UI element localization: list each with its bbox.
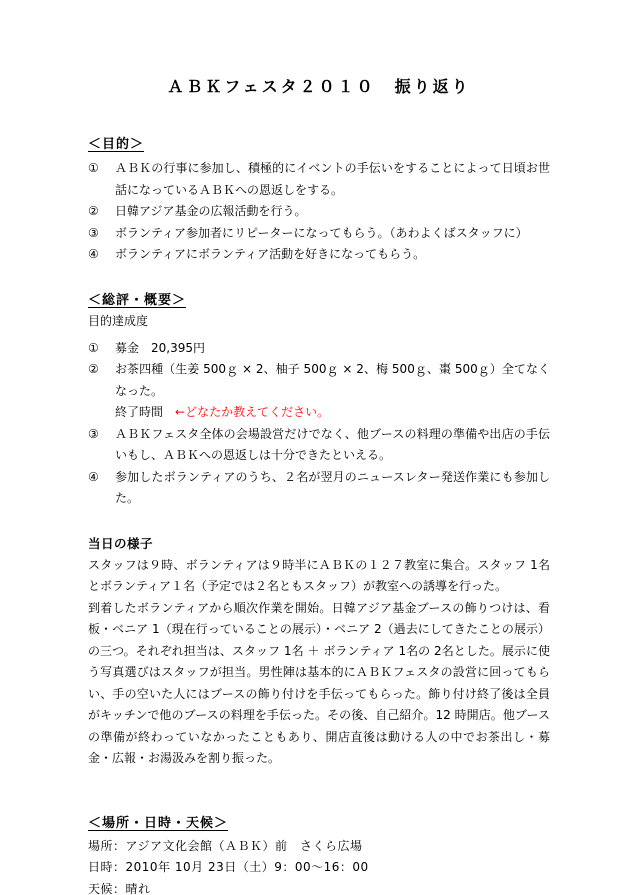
item-text: ＡＢＫフェスタ全体の会場設営だけでなく、他ブースの料理の準備や出店の手伝いもし、ＡＢＫへの恩返しは十分できたといえる。 — [115, 426, 550, 462]
item-marker: ③ — [88, 426, 99, 441]
item-text: ボランティア参加者にリピーターになってもらう。（あわよくばスタッフに） — [115, 225, 528, 240]
purpose-item-1 — [88, 158, 550, 201]
day-report-paragraph-2: 到着したボランティアから順次作業を開始。日韓アジア基金ブースの飾りつけは、看板・ベニア 1（現在行っていることの展示）・ベニア 2（過去にしてきたことの展示）の三つ。それぞれ担当は、スタッフ 1名 ＋ ボランティア 1名の 2名とした。展示に使う写真選びはスタッフが担当。男性陣は基本的にＡＢＫフェスタの設営に回ってもらい、手の空いた人にはブースの飾り付けを手伝ってもらった。飾り付け終了後は全員がキッチンで他のブースの料理を手伝った。その後、自己紹介。12 時開店。他ブースの準備が終わっていなかったこともあり、開店直後は動ける人の中でお茶出し・募金・広報・お湯汲みを割り振った。 — [88, 600, 550, 765]
item-marker: ① — [88, 161, 99, 175]
end-time-note — [88, 402, 550, 424]
doc-title: ＡＢＫフェスタ２０１０ 振り返り — [167, 77, 471, 96]
datetime-line: 日時：2010年 10月 23日（土）9：00～16：00 — [88, 860, 369, 874]
purpose-item-3 — [88, 223, 550, 245]
red-annotation: ←どなたか教えてください。 — [175, 405, 330, 419]
item-text: 募金 20,395円 — [115, 340, 205, 355]
section-summary — [88, 289, 550, 510]
item-text: 参加したボランティアのうち、２名が翌月のニュースレター発送作業にも参加した。 — [115, 469, 550, 505]
purpose-list — [88, 158, 550, 266]
section-purpose — [88, 133, 550, 266]
day-report-heading: 当日の様子 — [88, 535, 154, 551]
day-report-paragraph-1: スタッフは９時、ボランティアは９時半にＡＢＫの１２７教室に集合。スタッフ 1名とボランティア１名（予定では２名ともスタッフ）が教室への誘導を行った。 — [88, 557, 550, 593]
item-text: ボランティアにボランティア活動を好きになってもらう。 — [115, 247, 426, 261]
item-marker: ② — [88, 362, 99, 376]
purpose-heading: ＜目的＞ — [88, 137, 145, 152]
summary-heading: ＜総評・概要＞ — [88, 292, 187, 308]
item-marker: ② — [88, 204, 99, 218]
purpose-item-4 — [88, 244, 550, 266]
purpose-item-2 — [88, 201, 550, 223]
item-marker: ① — [88, 340, 99, 355]
summary-list — [88, 338, 550, 510]
summary-item-1 — [88, 338, 550, 360]
item-marker: ③ — [88, 225, 99, 240]
summary-item-2 — [88, 359, 550, 402]
section-day-report — [88, 534, 550, 770]
summary-item-4 — [88, 467, 550, 510]
weather-line: 天候：晴れ — [88, 881, 151, 895]
section-logistics — [88, 812, 550, 895]
item-marker: ④ — [88, 469, 99, 484]
logistics-heading: ＜場所・日時・天候＞ — [88, 815, 229, 831]
item-text: 日韓アジア基金の広報活動を行う。 — [115, 204, 307, 218]
item-marker: ④ — [88, 247, 99, 261]
place-line: 場所：アジア文化会館（ＡＢＫ）前 さくら広場 — [88, 838, 363, 853]
item-text: ＡＢＫの行事に参加し、積極的にイベントの手伝いをすることによって日頃お世話になっているＡＢＫへの恩返しをする。 — [115, 161, 550, 197]
summary-item-3 — [88, 424, 550, 467]
item-text: お茶四種（生姜 500ｇ × 2、柚子 500ｇ × 2、梅 500ｇ、棗 500ｇ）全てなくなった。 — [115, 362, 550, 398]
summary-subheading: 目的達成度 — [88, 313, 149, 328]
end-time-label: 終了時間 — [115, 405, 176, 419]
